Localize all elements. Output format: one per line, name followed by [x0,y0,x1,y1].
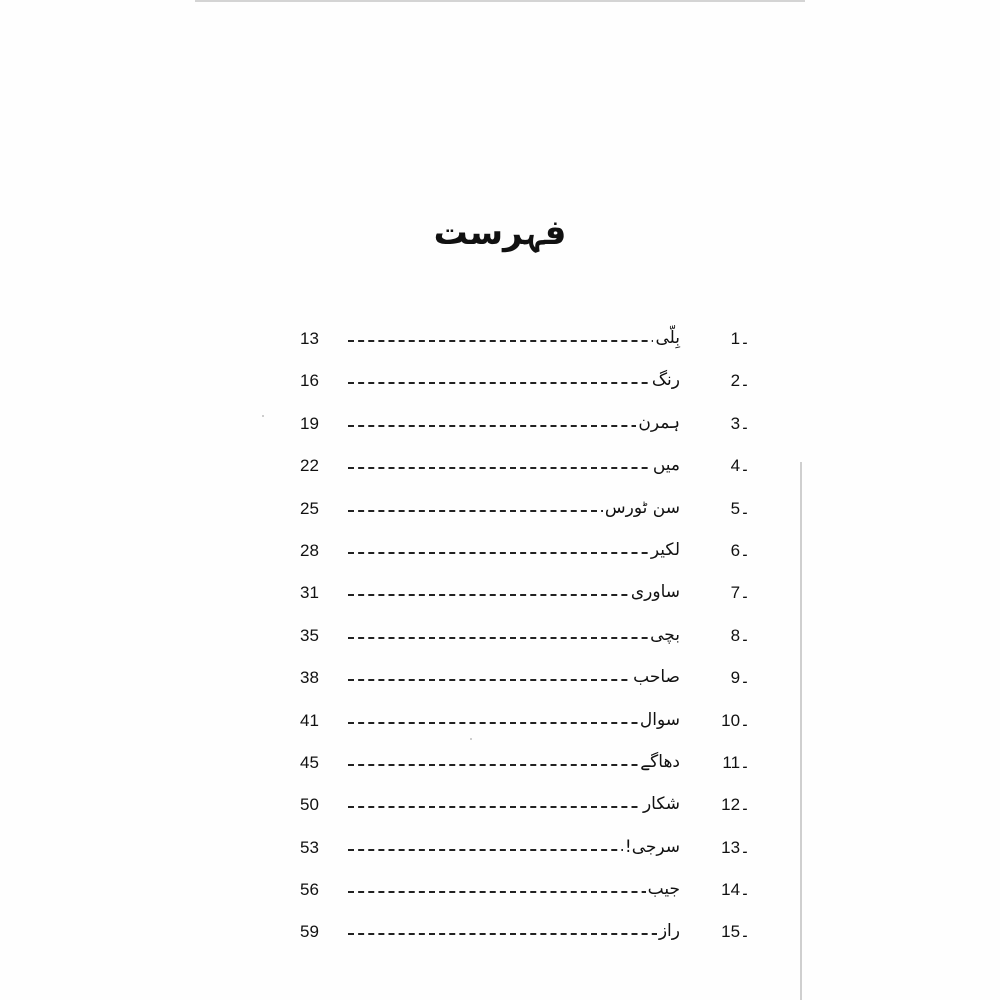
toc-entry [300,702,750,744]
entry-page-number: 22 [300,456,319,476]
entry-page-number: 41 [300,710,319,730]
entry-number: 5۔ [730,498,750,518]
page-right-edge [800,462,802,1000]
entry-page-number: 59 [300,922,319,942]
leader-dashes [348,382,678,384]
leader-dashes [348,764,678,766]
entry-page-number: 56 [300,880,319,900]
leader-dashes [348,552,678,554]
toc-entry [300,574,750,616]
leader-dashes [348,891,678,893]
entry-title: سوال [639,709,680,730]
leader-dashes [348,467,678,469]
entry-number: 9۔ [730,668,750,688]
entry-title: جیب [647,879,680,900]
entry-title: شکار [642,794,680,815]
entry-page-number: 28 [300,540,319,560]
leader-dashes [348,806,678,808]
entry-number: 3۔ [730,413,750,433]
entry-page-number: 31 [300,583,319,603]
leader-dashes [348,933,678,935]
entry-title: میں [652,455,680,476]
ink-speck [262,415,264,417]
toc-entry [300,532,750,574]
entry-title: سن ٹورس [604,497,680,518]
leader-dashes [348,637,678,639]
leader-dashes [348,340,678,342]
toc-entry [300,362,750,404]
entry-number: 2۔ [730,371,750,391]
leader-dashes [348,679,678,681]
toc-entry [300,490,750,532]
entry-number: 6۔ [730,540,750,560]
entry-number: 11۔ [722,752,750,772]
entry-page-number: 50 [300,795,319,815]
entry-page-number: 45 [300,752,319,772]
entry-title: ساوری [630,582,680,603]
toc-entry [300,871,750,913]
toc-entry [300,320,750,362]
entry-title: رنگ [651,370,680,391]
entry-title: بچی [650,624,680,645]
toc-entry [300,913,750,955]
leader-dashes [348,722,678,724]
toc-entry [300,617,750,659]
entry-number: 15۔ [721,922,750,942]
entry-title: بِلّی [655,328,680,348]
entry-page-number: 53 [300,837,319,857]
toc-heading: فہرست [433,213,567,253]
entry-title: راز [658,921,680,942]
toc-entry [300,405,750,447]
toc-entry [300,786,750,828]
entry-number: 10۔ [721,710,750,730]
entry-title: سرجی! [624,836,680,857]
entry-title: ہمرن [638,412,680,433]
entry-page-number: 38 [300,668,319,688]
entry-number: 13۔ [721,837,750,857]
entry-page-number: 13 [300,329,319,348]
entry-number: 8۔ [730,625,750,645]
entry-page-number: 16 [300,371,319,391]
toc-entry [300,659,750,701]
entry-page-number: 25 [300,498,319,518]
entry-number: 12۔ [721,795,750,815]
entry-title: دھاگے [640,751,680,772]
toc-entry [300,829,750,871]
toc-entry [300,744,750,786]
leader-dashes [348,425,678,427]
entry-page-number: 19 [300,413,319,433]
entry-number: 1۔ [730,329,750,348]
entry-title: لکیر [650,539,680,560]
table-of-contents [300,320,750,956]
entry-number: 4۔ [730,456,750,476]
entry-number: 14۔ [721,880,750,900]
entry-page-number: 35 [300,625,319,645]
entry-number: 7۔ [730,583,750,603]
page-top-edge [195,0,805,2]
entry-title: صاحب [633,667,680,688]
toc-entry [300,447,750,489]
